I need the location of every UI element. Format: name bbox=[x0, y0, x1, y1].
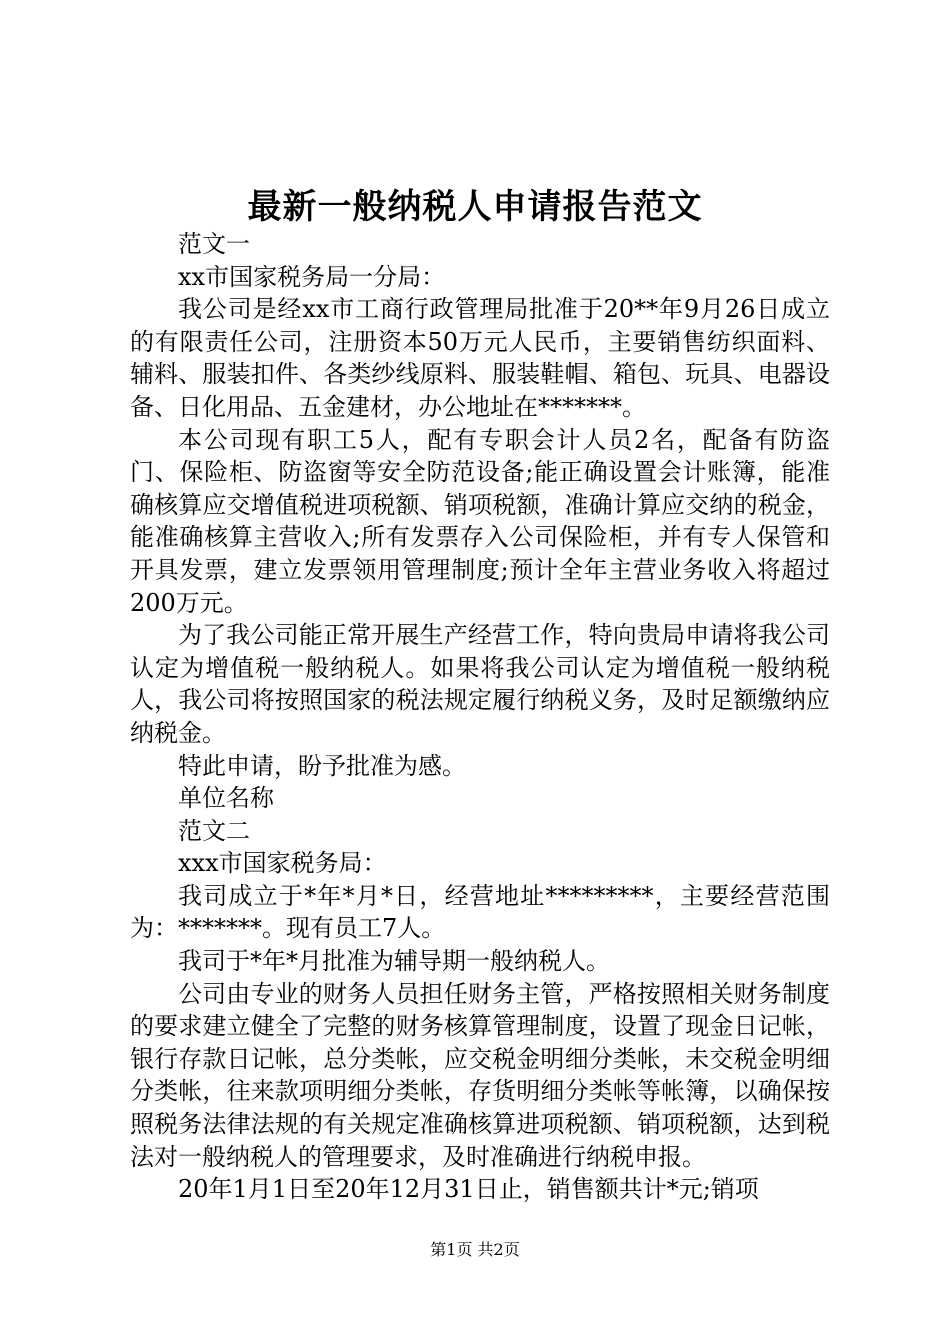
paragraph-company-intro: 我公司是经xx市工商行政管理局批准于20**年9月26日成立的有限责任公司，注册资本50万元人民币，主要销售纺织面料、辅料、服装扣件、各类纱线原料、服装鞋帽、箱包、玩具、电器设备、日化用品、五金建材，办公地址在*******。 bbox=[130, 295, 830, 421]
page-footer: 第1页 共2页 bbox=[430, 1240, 520, 1259]
paragraph-heading-sample-2: 范文二 bbox=[178, 816, 250, 845]
paragraph-sales-summary: 20年1月1日至20年12月31日止，销售额共计*元;销项 bbox=[178, 1175, 759, 1204]
document-body bbox=[130, 228, 830, 1206]
paragraph-salutation-1: xx市国家税务局一分局： bbox=[178, 262, 446, 291]
document-title: 最新一般纳税人申请报告范文 bbox=[247, 187, 703, 227]
paragraph-company-established: 我司成立于*年*月*日，经营地址*********，主要经营范围为：*******。现有员工7人。 bbox=[130, 881, 830, 943]
paragraph-heading-sample-1: 范文一 bbox=[178, 230, 250, 258]
paragraph-salutation-2: xxx市国家税务局： bbox=[178, 849, 387, 878]
paragraph-signature-unit: 单位名称 bbox=[178, 784, 274, 813]
paragraph-finance-system: 公司由专业的财务人员担任财务主管，严格按照相关财务制度的要求建立健全了完整的财务核算管理制度，设置了现金日记帐，银行存款日记帐，总分类帐，应交税金明细分类帐，未交税金明细分类帐，往来款项明细分类帐，存货明细分类帐等帐簿，以确保按照税务法律法规的有关规定准确核算进项税额、销项税额，达到税法对一般纳税人的管理要求，及时准确进行纳税申报。 bbox=[130, 979, 830, 1171]
paragraph-tutoring-period: 我司于*年*月批准为辅导期一般纳税人。 bbox=[178, 947, 610, 976]
paragraph-closing: 特此申请，盼予批准为感。 bbox=[178, 751, 466, 780]
paragraph-staff-and-accounting: 本公司现有职工5人，配有专职会计人员2名，配备有防盗门、保险柜、防盗窗等安全防范设备;能正确设置会计账簿，能准确核算应交增值税进项税额、销项税额，准确计算应交纳的税金，能准确核算主营收入;所有发票存入公司保险柜，并有专人保管和开具发票，建立发票领用管理制度;预计全年主营业务收入将超过200万元。 bbox=[130, 425, 830, 617]
paragraph-application-request: 为了我公司能正常开展生产经营工作，特向贵局申请将我公司认定为增值税一般纳税人。如果将我公司认定为增值税一般纳税人，我公司将按照国家的税法规定履行纳税义务，及时足额缴纳应纳税金。 bbox=[130, 621, 830, 747]
